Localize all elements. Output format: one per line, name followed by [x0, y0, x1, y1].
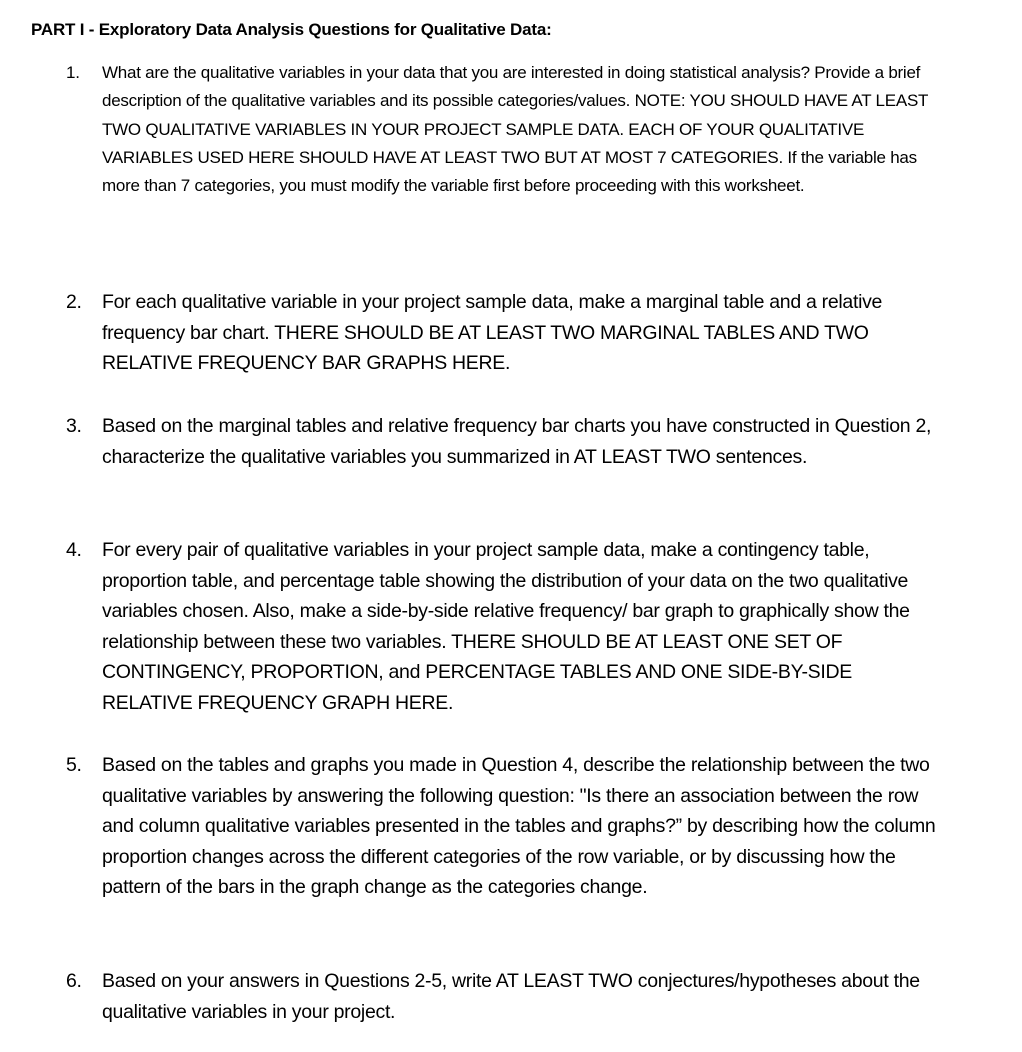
question-number: 2. [66, 291, 82, 313]
question-text: For every pair of qualitative variables in your project sample data, make a contingency table, proportion table, and percentage table showing the distribution of your data on the two qualitative variables chosen. Also, make a side-by-side relative frequency/ bar graph to graphically show the relationship between these two variables. THERE SHOULD BE AT LEAST ONE SET OF CONTINGENCY, PROPORTION, and PERCENTAGE TABLES AND ONE SIDE-BY-SIDE RELATIVE FREQUENCY GRAPH HERE. [102, 539, 910, 714]
question-text: Based on the marginal tables and relative frequency bar charts you have constructed in Question 2, characterize the qualitative variables you summarized in AT LEAST TWO sentences. [102, 415, 932, 468]
question-text: For each qualitative variable in your project sample data, make a marginal table and a relative frequency bar chart. THERE SHOULD BE AT LEAST TWO MARGINAL TABLES AND TWO RELATIVE FREQUENCY BAR GRAPHS HERE. [102, 291, 883, 375]
question-number: 3. [66, 415, 82, 437]
part-heading: PART I - Exploratory Data Analysis Questions for Qualitative Data: [31, 20, 552, 39]
question-text: Based on the tables and graphs you made in Question 4, describe the relationship between the two qualitative variables by answering the following question: "Is there an association between the row and column qualitative variables presented in the tables and graphs?” by describing how the column proportion changes across the different categories of the row variable, or by discussing how the pattern of the bars in the graph change as the categories change. [102, 754, 936, 899]
question-number: 5. [66, 754, 82, 776]
question-text: What are the qualitative variables in your data that you are interested in doing statistical analysis? Provide a brief description of the qualitative variables and its possible categories/values. NOTE: YOU SHOULD HAVE AT LEAST TWO QUALITATIVE VARIABLES IN YOUR PROJECT SAMPLE DATA. EACH OF YOUR QUALITATIVE VARIABLES USED HERE SHOULD HAVE AT LEAST TWO BUT AT MOST 7 CATEGORIES. If the variable has more than 7 categories, you must modify the variable first before proceeding with this worksheet. [102, 63, 928, 196]
question-number: 4. [66, 539, 82, 561]
question-number: 6. [66, 970, 82, 992]
question-text: Based on your answers in Questions 2-5, write AT LEAST TWO conjectures/hypotheses about the qualitative variables in your project. [102, 970, 920, 1023]
question-number: 1. [66, 63, 80, 82]
